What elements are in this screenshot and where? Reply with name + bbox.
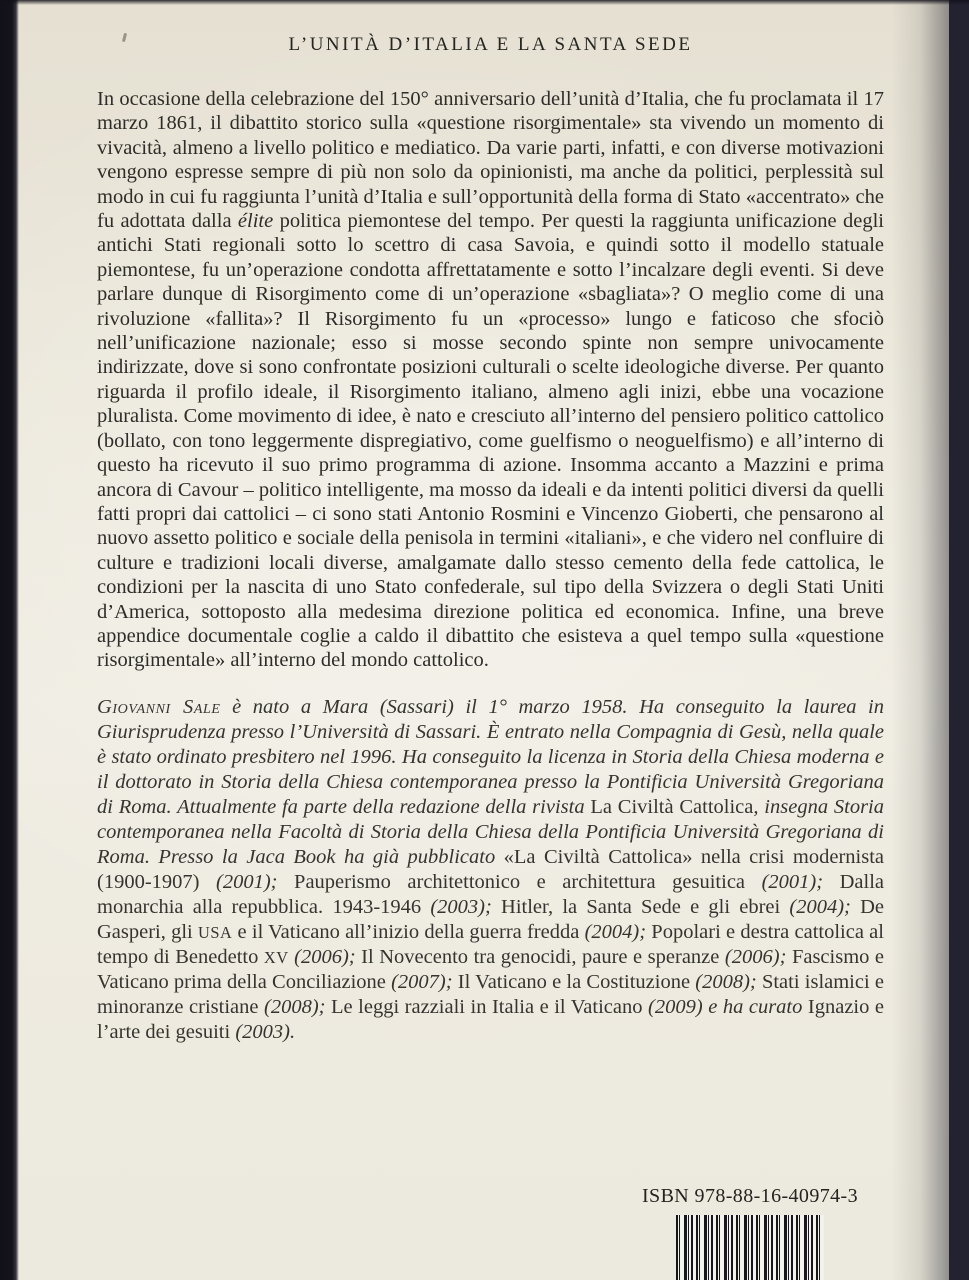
isbn-area	[555, 1185, 945, 1280]
spine-edge-left	[0, 0, 19, 1280]
scan-edge-top	[0, 0, 969, 5]
isbn-label: ISBN 978-88-16-40974-3	[641, 1185, 858, 1207]
isbn-barcode	[676, 1215, 824, 1280]
synopsis-paragraph: In occasione della celebrazione del 150° anniversario dell’unità d’Italia, che fu proclamata il 17 marzo 1861, il dibattito storico sulla «questione risorgimentale» sta vivendo un momento di vivacità, almeno a livello politico e mediatico. Da varie parti, infatti, e con diverse motivazioni vengono espresse sempre di più non solo da opinionisti, ma anche da politici, perplessità sul modo in cui fu raggiunta l’unità d’Italia e sull’opportunità della forma di Stato «accentrato» che fu adottata dalla élite politica piemontese del tempo. Per questi la raggiunta unificazione degli antichi Stati regionali sotto lo scettro di casa Savoia, e quindi sotto il modello statuale piemontese, fu un’operazione condotta affrettatamente e sotto l’incalzare degli eventi. Si deve parlare dunque di Risorgimento come di un’operazione «sbagliata»? O meglio come di una rivoluzione «fallita»? Il Risorgimento fu un «processo» lungo e faticoso che sfociò nell’unificazione nazionale; esso si mosse secondo spinte non sempre univocamente indirizzate, dove si sono confrontate posizioni culturali o scelte ideologiche diverse. Per quanto riguarda il profilo ideale, il Risorgimento italiano, almeno agli inizi, ebbe una vocazione pluralista. Come movimento di idee, è nato e cresciuto all’interno del pensiero politico cattolico (bollato, con tono leggermente dispregiativo, come guelfismo o neoguelfismo) e all’interno di questo ha ricevuto il suo primo programma di azione. Insomma accanto a Mazzini e prima ancora di Cavour – politico intelligente, ma mosso da ideali e da intenti politici diversi da quelli fatti propri dai cattolici – ci sono stati Antonio Rosmini e Vincenzo Gioberti, che pensarono al nuovo assetto politico e sociale della penisola in termini «italiani», e che videro nel confluire di culture e tradizioni locali diverse, amalgamate dallo stesso cemento della fede cattolica, le condizioni per la nascita di uno Stato confederale, sul tipo della Svizzera o degli Stati Uniti d’America, sottoposto alla medesima direzione politica ed economica. Infine, una breve appendice documentale coglie a caldo il dibattito che esisteva a quel tempo sulla «questione risorgimentale» all’interno del mondo cattolico.	[97, 88, 884, 672]
author-bio-paragraph: Giovanni Sale è nato a Mara (Sassari) il 1° marzo 1958. Ha conseguito la laurea in Giurisprudenza presso l’Università di Sassari. È entrato nella Compagnia di Gesù, nella quale è stato ordinato presbitero nel 1996. Ha conseguito la licenza in Storia della Chiesa moderna e il dottorato in Storia della Chiesa contemporanea presso la Pontificia Università Gregoriana di Roma. Attualmente fa parte della redazione della rivista La Civiltà Cattolica, insegna Storia contemporanea nella Facoltà di Storia della Chiesa della Pontificia Università Gregoriana di Roma. Presso la Jaca Book ha già pubblicato «La Civiltà Cattolica» nella crisi modernista (1900-1907) (2001); Pauperismo architettonico e architettura gesuitica (2001); Dalla monarchia alla repubblica. 1943-1946 (2003); Hitler, la Santa Sede e gli ebrei (2004); De Gasperi, gli USA e il Vaticano all’inizio della guerra fredda (2004); Popolari e destra cattolica al tempo di Benedetto XV (2006); Il Novecento tra genocidi, paure e speranze (2006); Fascismo e Vaticano prima della Conciliazione (2007); Il Vaticano e la Costituzione (2008); Stati islamici e minoranze cristiane (2008); Le leggi razziali in Italia e il Vaticano (2009) e ha curato Ignazio e l’arte dei gesuiti (2003).	[97, 695, 885, 1043]
book-title: L’UNITÀ D’ITALIA E LA SANTA SEDE	[288, 34, 693, 55]
scan-edge-right	[949, 0, 969, 1280]
cover-content	[97, 34, 884, 1045]
page-edge-shadow	[891, 0, 949, 1280]
